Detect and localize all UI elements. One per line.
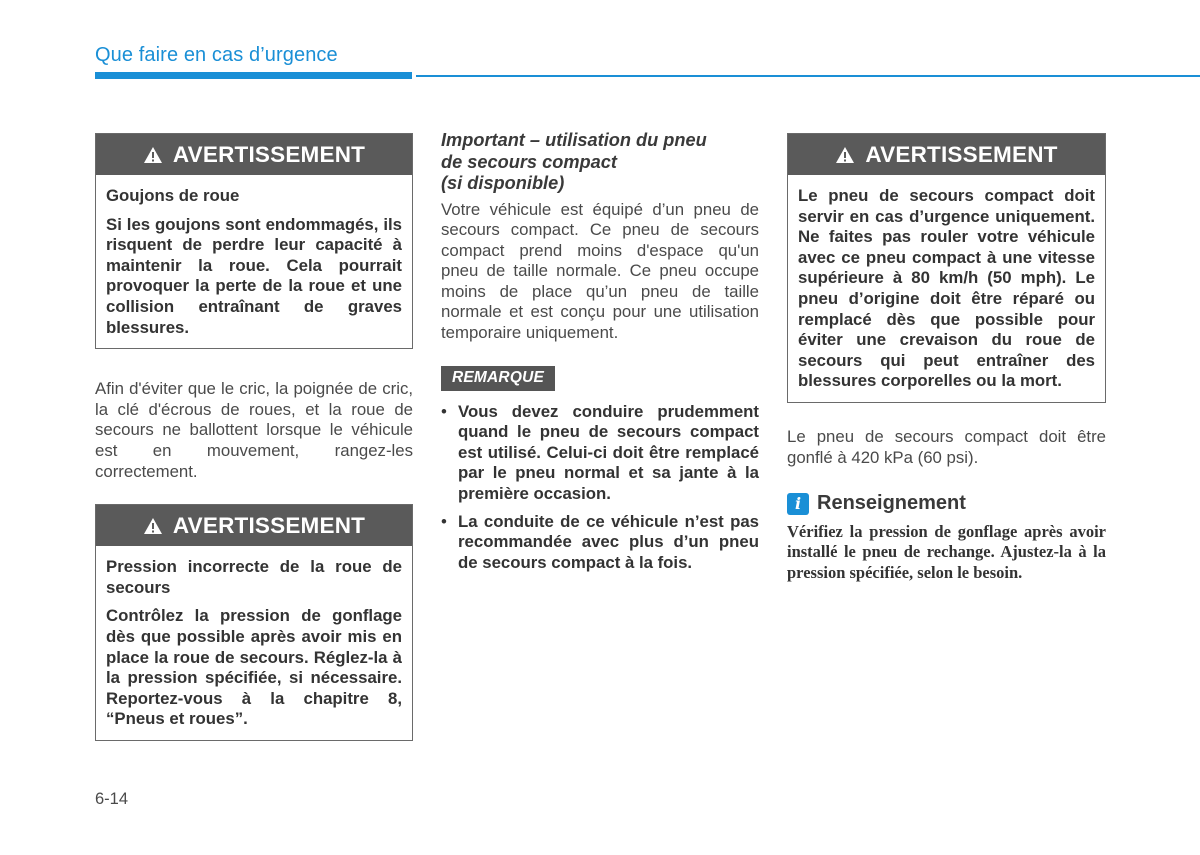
- warning-header: [96, 134, 412, 175]
- info-block: [787, 492, 1106, 583]
- bullet-dot: •: [441, 401, 447, 421]
- page-number: 6-14: [95, 790, 129, 808]
- warning-text: Si les goujons sont endommagés, ils risquent de perdre leur capacité à maintenir la roue. Cela pourrait provoquer la perte de la roue et une collision entraînant de graves blessures.: [106, 214, 402, 337]
- warning-triangle-icon: [143, 517, 163, 535]
- list-item-text: Vous devez conduire prudemment quand le pneu de secours compact est utilisé. Celui-ci doit être remplacé par le pneu normal et sa jante à la première occasion.: [458, 401, 759, 504]
- bullet-dot: •: [441, 511, 447, 531]
- list-item: [441, 402, 759, 505]
- warning-box-compact-spare: [787, 133, 1106, 403]
- info-icon: i: [787, 493, 809, 515]
- paragraph-inflation: Le pneu de secours compact doit être gonflé à 420 kPa (60 psi).: [787, 426, 1106, 467]
- paragraph-stowing: Afin d'éviter que le cric, la poignée de cric, la clé d'écrous de roues, et la roue de secours ne ballottent lorsque le véhicule est en mouvement, rangez-les correctement.: [95, 379, 413, 481]
- warning-body: [788, 175, 1105, 402]
- warning-title: AVERTISSEMENT: [865, 141, 1058, 167]
- warning-body: [96, 546, 412, 740]
- warning-heading: Goujons de roue: [106, 186, 240, 205]
- right-column: [787, 133, 1106, 583]
- warning-heading: Pression incorrecte de la roue de secours: [106, 557, 402, 597]
- warning-title: AVERTISSEMENT: [172, 512, 366, 538]
- warning-text: Contrôlez la pression de gonflage dès que possible après avoir mis en place la roue de secours. Réglez-la à la pression spécifiée, si nécessaire. Reportez-vous à la chapitre 8, “Pneus et roues”.: [106, 606, 402, 729]
- header-rule-thin: [416, 75, 1200, 77]
- header-rule-thick: [95, 72, 412, 79]
- info-text: Vérifiez la pression de gonflage après avoir installé le pneu de rechange. Ajustez-la à la pression spécifiée, selon le besoin.: [787, 522, 1106, 582]
- info-title: Renseignement: [817, 492, 966, 515]
- remark-badge: REMARQUE: [441, 366, 555, 391]
- warning-header: [96, 505, 412, 546]
- subheading: [441, 130, 759, 195]
- remark-block: [441, 366, 759, 391]
- paragraph-compact-spare: Votre véhicule est équipé d’un pneu de secours compact. Ce pneu de secours compact prend moins d'espace qu'un pneu de taille normale. Ce pneu occupe moins de place qu’un pneu de taille normale et est conçu pour une utilisation temporaire uniquement.: [441, 199, 759, 343]
- middle-column: [441, 130, 759, 573]
- subheading-line-3: (si disponible): [441, 173, 565, 193]
- list-item: [441, 512, 759, 574]
- warning-title: AVERTISSEMENT: [172, 141, 366, 167]
- remark-list: [441, 402, 759, 574]
- warning-header: [788, 134, 1105, 175]
- warning-box-spare-pressure: [95, 504, 413, 741]
- warning-box-wheel-studs: [95, 133, 413, 349]
- left-column: [95, 133, 413, 741]
- section-title: Que faire en cas d’urgence: [95, 44, 338, 66]
- warning-text: Le pneu de secours compact doit servir en cas d’urgence uniquement. Ne faites pas rouler votre véhicule avec ce pneu compact à une vitesse supérieure à 80 km/h (50 mph). Le pneu d’origine doit être réparé ou remplacé dès que possible pour éviter une crevaison du roue de secours qui peut entraîner des blessures corporelles ou la mort.: [798, 186, 1095, 391]
- warning-triangle-icon: [143, 146, 163, 164]
- info-header: [787, 492, 1106, 515]
- subheading-line-1: Important – utilisation du pneu: [441, 130, 707, 150]
- warning-body: [96, 175, 412, 348]
- warning-triangle-icon: [835, 146, 855, 164]
- list-item-text: La conduite de ce véhicule n’est pas recommandée avec plus d’un pneu de secours compact à la fois.: [458, 511, 759, 572]
- subheading-line-2: de secours compact: [441, 151, 617, 172]
